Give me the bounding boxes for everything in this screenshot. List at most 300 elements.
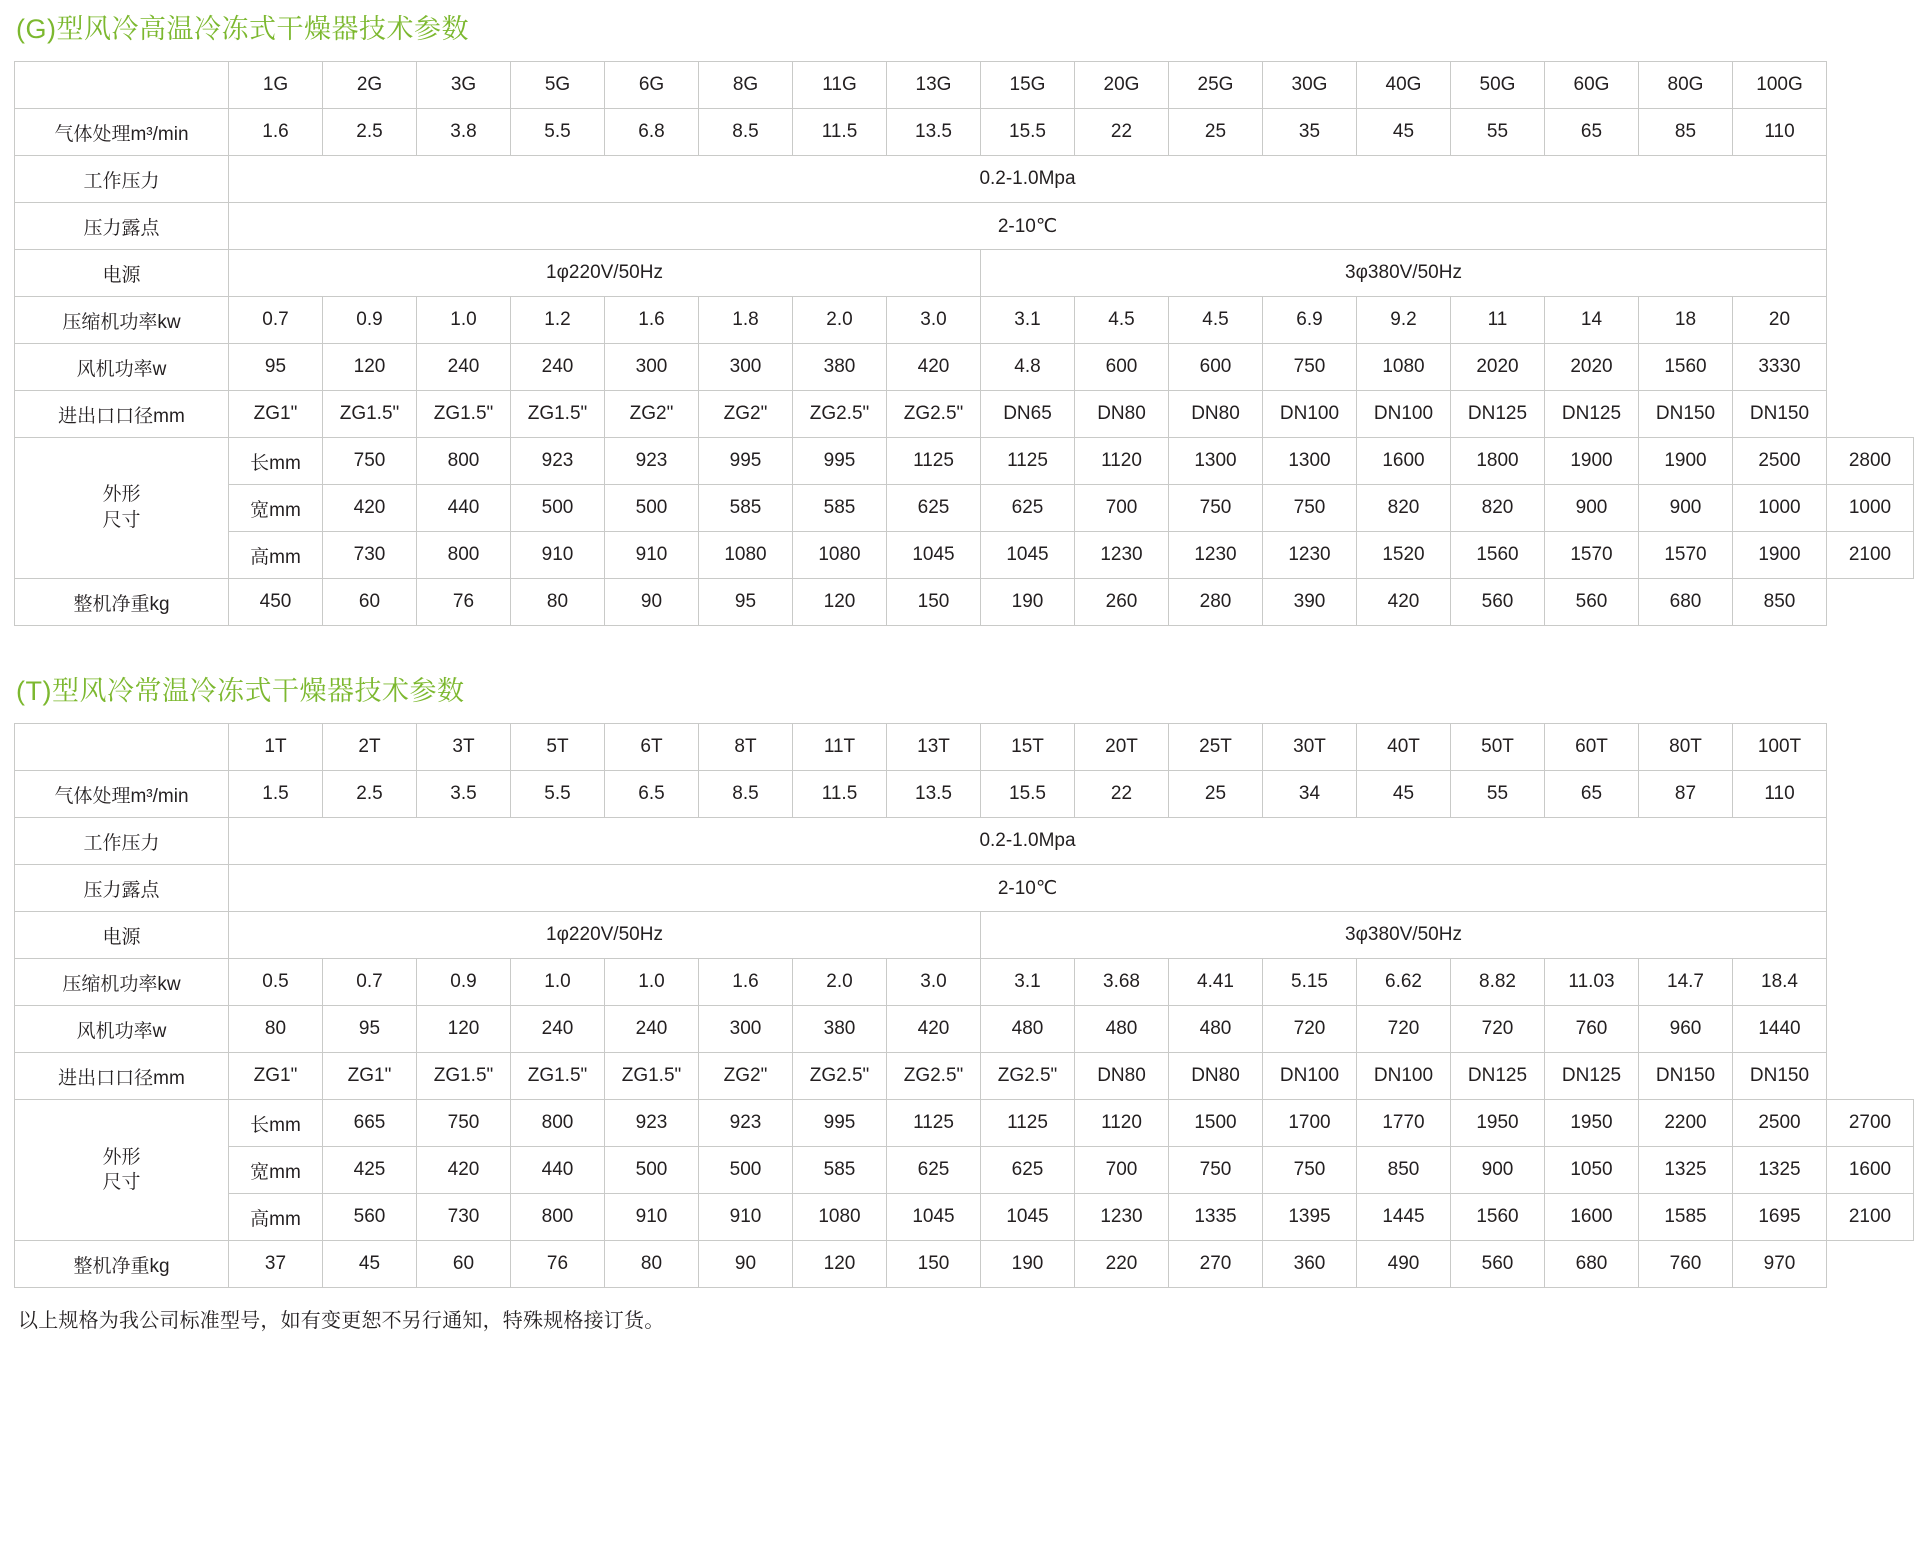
data-cell: 1325 bbox=[1733, 1147, 1827, 1194]
dimension-sub-label: 高mm bbox=[229, 532, 323, 579]
data-cell: 900 bbox=[1451, 1147, 1545, 1194]
data-cell: 6.5 bbox=[605, 771, 699, 818]
data-cell: 2.0 bbox=[793, 959, 887, 1006]
data-cell: 1445 bbox=[1357, 1194, 1451, 1241]
table-row bbox=[15, 1241, 1914, 1288]
data-cell: 14.7 bbox=[1639, 959, 1733, 1006]
spec-section bbox=[10, 12, 1910, 626]
data-cell: 5.15 bbox=[1263, 959, 1357, 1006]
dimension-group-label-line1: 外形 bbox=[102, 1146, 141, 1168]
data-cell: 850 bbox=[1357, 1147, 1451, 1194]
data-cell: ZG1.5" bbox=[511, 391, 605, 438]
data-cell: DN80 bbox=[1075, 1053, 1169, 1100]
data-cell: 720 bbox=[1357, 1006, 1451, 1053]
data-cell: ZG2" bbox=[605, 391, 699, 438]
data-cell: 960 bbox=[1639, 1006, 1733, 1053]
data-cell: DN150 bbox=[1639, 1053, 1733, 1100]
data-cell: 95 bbox=[699, 579, 793, 626]
data-cell: 120 bbox=[793, 579, 887, 626]
data-cell: 1900 bbox=[1639, 438, 1733, 485]
data-cell: 150 bbox=[887, 579, 981, 626]
data-cell: 25 bbox=[1169, 109, 1263, 156]
data-cell: 1045 bbox=[981, 532, 1075, 579]
model-header: 100G bbox=[1733, 62, 1827, 109]
data-cell: DN80 bbox=[1169, 1053, 1263, 1100]
model-header: 50G bbox=[1451, 62, 1545, 109]
data-cell: 190 bbox=[981, 579, 1075, 626]
data-cell: 8.82 bbox=[1451, 959, 1545, 1006]
data-cell: ZG1.5" bbox=[417, 391, 511, 438]
model-header: 20T bbox=[1075, 724, 1169, 771]
data-cell: ZG1" bbox=[229, 391, 323, 438]
data-cell: 923 bbox=[605, 1100, 699, 1147]
data-cell: 923 bbox=[605, 438, 699, 485]
dimension-sub-label: 高mm bbox=[229, 1194, 323, 1241]
data-cell: 480 bbox=[1169, 1006, 1263, 1053]
data-cell: 1080 bbox=[793, 1194, 887, 1241]
data-cell: ZG2.5" bbox=[887, 391, 981, 438]
data-cell: 750 bbox=[417, 1100, 511, 1147]
data-cell: 300 bbox=[699, 1006, 793, 1053]
data-cell: 1125 bbox=[887, 1100, 981, 1147]
data-cell: 2100 bbox=[1827, 532, 1914, 579]
data-cell: 910 bbox=[605, 532, 699, 579]
dimension-row bbox=[15, 1147, 1914, 1194]
data-cell: 1080 bbox=[1357, 344, 1451, 391]
data-cell: 11.5 bbox=[793, 109, 887, 156]
dimension-sub-label: 宽mm bbox=[229, 485, 323, 532]
data-cell: 55 bbox=[1451, 109, 1545, 156]
model-header: 50T bbox=[1451, 724, 1545, 771]
data-cell: 110 bbox=[1733, 109, 1827, 156]
dimension-sub-label: 长mm bbox=[229, 1100, 323, 1147]
model-header: 3T bbox=[417, 724, 511, 771]
data-cell: 120 bbox=[417, 1006, 511, 1053]
header-spec-label: 规格 bbox=[172, 731, 214, 755]
data-cell: 6.9 bbox=[1263, 297, 1357, 344]
header-corner-cell bbox=[15, 62, 229, 109]
data-cell: 800 bbox=[511, 1194, 605, 1241]
data-cell: 6.8 bbox=[605, 109, 699, 156]
data-cell: 0.9 bbox=[417, 959, 511, 1006]
data-cell: 13.5 bbox=[887, 771, 981, 818]
data-cell: 20 bbox=[1733, 297, 1827, 344]
data-cell: 750 bbox=[1169, 1147, 1263, 1194]
data-cell: 240 bbox=[417, 344, 511, 391]
data-cell: 14 bbox=[1545, 297, 1639, 344]
row-label: 进出口口径mm bbox=[15, 1053, 229, 1100]
data-cell: 585 bbox=[699, 485, 793, 532]
data-cell: 35 bbox=[1263, 109, 1357, 156]
data-cell: 9.2 bbox=[1357, 297, 1451, 344]
data-cell: 37 bbox=[229, 1241, 323, 1288]
data-cell: 15.5 bbox=[981, 771, 1075, 818]
data-cell: 1000 bbox=[1733, 485, 1827, 532]
data-cell: 25 bbox=[1169, 771, 1263, 818]
data-cell: 1585 bbox=[1639, 1194, 1733, 1241]
data-cell: 970 bbox=[1733, 1241, 1827, 1288]
model-header: 100T bbox=[1733, 724, 1827, 771]
data-cell: DN125 bbox=[1451, 1053, 1545, 1100]
data-cell: ZG2" bbox=[699, 391, 793, 438]
data-cell: 1325 bbox=[1639, 1147, 1733, 1194]
model-header: 13T bbox=[887, 724, 981, 771]
data-cell: 730 bbox=[323, 532, 417, 579]
data-cell: 80 bbox=[229, 1006, 323, 1053]
data-cell: 900 bbox=[1545, 485, 1639, 532]
data-cell: 425 bbox=[323, 1147, 417, 1194]
model-header: 1T bbox=[229, 724, 323, 771]
table-row bbox=[15, 1006, 1914, 1053]
data-cell: 360 bbox=[1263, 1241, 1357, 1288]
data-cell: 750 bbox=[323, 438, 417, 485]
model-header: 25T bbox=[1169, 724, 1263, 771]
data-cell: ZG1.5" bbox=[323, 391, 417, 438]
data-cell: DN125 bbox=[1545, 391, 1639, 438]
model-header: 11G bbox=[793, 62, 887, 109]
model-header: 25G bbox=[1169, 62, 1263, 109]
data-cell: 260 bbox=[1075, 579, 1169, 626]
data-cell: 2200 bbox=[1639, 1100, 1733, 1147]
data-cell: 850 bbox=[1733, 579, 1827, 626]
row-label: 进出口口径mm bbox=[15, 391, 229, 438]
data-cell: 85 bbox=[1639, 109, 1733, 156]
model-header: 6G bbox=[605, 62, 699, 109]
table-row bbox=[15, 771, 1914, 818]
model-header: 8G bbox=[699, 62, 793, 109]
data-cell: 4.5 bbox=[1075, 297, 1169, 344]
data-cell: 923 bbox=[511, 438, 605, 485]
data-cell: 65 bbox=[1545, 771, 1639, 818]
data-cell: DN150 bbox=[1733, 391, 1827, 438]
dimension-row bbox=[15, 532, 1914, 579]
data-cell: 750 bbox=[1263, 1147, 1357, 1194]
data-cell: 3.8 bbox=[417, 109, 511, 156]
data-cell: DN150 bbox=[1639, 391, 1733, 438]
data-cell: 95 bbox=[229, 344, 323, 391]
data-cell: 420 bbox=[887, 344, 981, 391]
data-cell: 1800 bbox=[1451, 438, 1545, 485]
data-cell: 680 bbox=[1545, 1241, 1639, 1288]
data-cell: DN150 bbox=[1733, 1053, 1827, 1100]
data-cell: 0.7 bbox=[323, 959, 417, 1006]
data-cell: 380 bbox=[793, 344, 887, 391]
data-cell: 150 bbox=[887, 1241, 981, 1288]
model-header: 2T bbox=[323, 724, 417, 771]
data-cell: 1570 bbox=[1639, 532, 1733, 579]
row-label: 压缩机功率kw bbox=[15, 297, 229, 344]
data-cell: 220 bbox=[1075, 1241, 1169, 1288]
data-cell: 625 bbox=[887, 485, 981, 532]
data-cell: 750 bbox=[1169, 485, 1263, 532]
model-header: 60G bbox=[1545, 62, 1639, 109]
data-cell: 55 bbox=[1451, 771, 1545, 818]
data-cell: ZG1" bbox=[229, 1053, 323, 1100]
data-cell: 90 bbox=[605, 579, 699, 626]
data-cell: 240 bbox=[511, 1006, 605, 1053]
merged-cell: 2-10℃ bbox=[229, 865, 1827, 912]
data-cell: 730 bbox=[417, 1194, 511, 1241]
row-label: 气体处理m³/min bbox=[15, 771, 229, 818]
table-row bbox=[15, 250, 1914, 297]
data-cell: 700 bbox=[1075, 485, 1169, 532]
data-cell: 585 bbox=[793, 485, 887, 532]
data-cell: 1045 bbox=[887, 532, 981, 579]
row-label: 风机功率w bbox=[15, 1006, 229, 1053]
data-cell: 1520 bbox=[1357, 532, 1451, 579]
data-cell: 22 bbox=[1075, 771, 1169, 818]
data-cell: 420 bbox=[323, 485, 417, 532]
data-cell: 120 bbox=[793, 1241, 887, 1288]
data-cell: 420 bbox=[417, 1147, 511, 1194]
data-cell: 420 bbox=[1357, 579, 1451, 626]
data-cell: ZG1.5" bbox=[511, 1053, 605, 1100]
table-row bbox=[15, 391, 1914, 438]
data-cell: 500 bbox=[511, 485, 605, 532]
data-cell: 625 bbox=[981, 485, 1075, 532]
data-cell: 2020 bbox=[1545, 344, 1639, 391]
dimension-row bbox=[15, 1100, 1914, 1147]
data-cell: 500 bbox=[605, 1147, 699, 1194]
dimension-group-label-line2: 尺寸 bbox=[102, 1172, 141, 1194]
data-cell: 720 bbox=[1451, 1006, 1545, 1053]
data-cell: 2020 bbox=[1451, 344, 1545, 391]
data-cell: 95 bbox=[323, 1006, 417, 1053]
data-cell: 1050 bbox=[1545, 1147, 1639, 1194]
data-cell: 720 bbox=[1263, 1006, 1357, 1053]
merged-cell: 3φ380V/50Hz bbox=[981, 912, 1827, 959]
dimension-group-label-line2: 尺寸 bbox=[102, 510, 141, 532]
data-cell: 13.5 bbox=[887, 109, 981, 156]
row-label: 整机净重kg bbox=[15, 1241, 229, 1288]
footnote: 以上规格为我公司标准型号，如有变更恕不另行通知，特殊规格接订货。 bbox=[18, 1310, 665, 1333]
data-cell: 560 bbox=[1451, 1241, 1545, 1288]
table-row bbox=[15, 959, 1914, 1006]
section-title: (G)型风冷高温冷冻式干燥器技术参数 bbox=[16, 14, 469, 44]
data-cell: ZG2.5" bbox=[793, 1053, 887, 1100]
data-cell: 1230 bbox=[1169, 532, 1263, 579]
data-cell: 1600 bbox=[1545, 1194, 1639, 1241]
model-header: 60T bbox=[1545, 724, 1639, 771]
data-cell: 1.0 bbox=[605, 959, 699, 1006]
data-cell: 1230 bbox=[1263, 532, 1357, 579]
table-row bbox=[15, 865, 1914, 912]
data-cell: 300 bbox=[699, 344, 793, 391]
data-cell: 87 bbox=[1639, 771, 1733, 818]
data-cell: 995 bbox=[793, 1100, 887, 1147]
model-header: 15T bbox=[981, 724, 1075, 771]
data-cell: 440 bbox=[417, 485, 511, 532]
data-cell: 34 bbox=[1263, 771, 1357, 818]
data-cell: 1560 bbox=[1639, 344, 1733, 391]
model-header: 20G bbox=[1075, 62, 1169, 109]
spec-table bbox=[14, 723, 1914, 1288]
data-cell: 1440 bbox=[1733, 1006, 1827, 1053]
data-cell: 1.5 bbox=[229, 771, 323, 818]
table-row bbox=[15, 579, 1914, 626]
model-header: 5T bbox=[511, 724, 605, 771]
data-cell: 2700 bbox=[1827, 1100, 1914, 1147]
dimension-row bbox=[15, 438, 1914, 485]
data-cell: 2500 bbox=[1733, 1100, 1827, 1147]
model-header: 5G bbox=[511, 62, 605, 109]
table-row bbox=[15, 109, 1914, 156]
data-cell: 11.5 bbox=[793, 771, 887, 818]
data-cell: 60 bbox=[417, 1241, 511, 1288]
data-cell: 1.0 bbox=[511, 959, 605, 1006]
data-cell: DN125 bbox=[1545, 1053, 1639, 1100]
data-cell: 1125 bbox=[981, 1100, 1075, 1147]
dimension-group-label bbox=[15, 1100, 229, 1241]
header-item-label: 项目 bbox=[37, 75, 79, 99]
data-cell: 1560 bbox=[1451, 1194, 1545, 1241]
table-row bbox=[15, 344, 1914, 391]
row-label: 气体处理m³/min bbox=[15, 109, 229, 156]
data-cell: ZG2.5" bbox=[981, 1053, 1075, 1100]
data-cell: 995 bbox=[793, 438, 887, 485]
table-row bbox=[15, 912, 1914, 959]
data-cell: 450 bbox=[229, 579, 323, 626]
data-cell: 80 bbox=[511, 579, 605, 626]
data-cell: 1600 bbox=[1357, 438, 1451, 485]
row-label: 压缩机功率kw bbox=[15, 959, 229, 1006]
data-cell: 1120 bbox=[1075, 438, 1169, 485]
data-cell: 11.03 bbox=[1545, 959, 1639, 1006]
data-cell: 480 bbox=[981, 1006, 1075, 1053]
data-cell: DN100 bbox=[1357, 391, 1451, 438]
data-cell: 1950 bbox=[1545, 1100, 1639, 1147]
data-cell: 4.8 bbox=[981, 344, 1075, 391]
data-cell: ZG2" bbox=[699, 1053, 793, 1100]
data-cell: 1950 bbox=[1451, 1100, 1545, 1147]
data-cell: 0.5 bbox=[229, 959, 323, 1006]
data-cell: 0.9 bbox=[323, 297, 417, 344]
data-cell: 1000 bbox=[1827, 485, 1914, 532]
model-header: 13G bbox=[887, 62, 981, 109]
data-cell: 800 bbox=[417, 438, 511, 485]
data-cell: 910 bbox=[511, 532, 605, 579]
header-corner-cell bbox=[15, 724, 229, 771]
data-cell: 490 bbox=[1357, 1241, 1451, 1288]
data-cell: 190 bbox=[981, 1241, 1075, 1288]
data-cell: 0.7 bbox=[229, 297, 323, 344]
model-header: 30T bbox=[1263, 724, 1357, 771]
data-cell: 4.5 bbox=[1169, 297, 1263, 344]
data-cell: ZG1.5" bbox=[605, 1053, 699, 1100]
dimension-group-label bbox=[15, 438, 229, 579]
data-cell: 750 bbox=[1263, 344, 1357, 391]
data-cell: 1.2 bbox=[511, 297, 605, 344]
data-cell: 300 bbox=[605, 344, 699, 391]
data-cell: 900 bbox=[1639, 485, 1733, 532]
row-label: 风机功率w bbox=[15, 344, 229, 391]
data-cell: DN100 bbox=[1263, 1053, 1357, 1100]
data-cell: 440 bbox=[511, 1147, 605, 1194]
data-cell: 18 bbox=[1639, 297, 1733, 344]
model-header: 80T bbox=[1639, 724, 1733, 771]
sections-container bbox=[10, 12, 1910, 1288]
data-cell: 1770 bbox=[1357, 1100, 1451, 1147]
data-cell: 1230 bbox=[1075, 1194, 1169, 1241]
data-cell: ZG1" bbox=[323, 1053, 417, 1100]
data-cell: 1500 bbox=[1169, 1100, 1263, 1147]
data-cell: 560 bbox=[323, 1194, 417, 1241]
data-cell: 1300 bbox=[1263, 438, 1357, 485]
table-header-row bbox=[15, 724, 1914, 771]
data-cell: 923 bbox=[699, 1100, 793, 1147]
model-header: 15G bbox=[981, 62, 1075, 109]
section-title: (T)型风冷常温冷冻式干燥器技术参数 bbox=[16, 676, 465, 707]
dimension-row bbox=[15, 1194, 1914, 1241]
data-cell: 680 bbox=[1639, 579, 1733, 626]
table-row bbox=[15, 203, 1914, 250]
data-cell: 90 bbox=[699, 1241, 793, 1288]
data-cell: 110 bbox=[1733, 771, 1827, 818]
data-cell: 1.6 bbox=[229, 109, 323, 156]
header-spec-label: 规格 bbox=[172, 69, 214, 93]
data-cell: DN65 bbox=[981, 391, 1075, 438]
data-cell: 910 bbox=[605, 1194, 699, 1241]
model-header: 6T bbox=[605, 724, 699, 771]
data-cell: 76 bbox=[511, 1241, 605, 1288]
data-cell: 240 bbox=[511, 344, 605, 391]
data-cell: 1700 bbox=[1263, 1100, 1357, 1147]
data-cell: 1.8 bbox=[699, 297, 793, 344]
data-cell: 18.4 bbox=[1733, 959, 1827, 1006]
data-cell: 3330 bbox=[1733, 344, 1827, 391]
data-cell: 5.5 bbox=[511, 109, 605, 156]
dimension-row bbox=[15, 485, 1914, 532]
data-cell: 80 bbox=[605, 1241, 699, 1288]
model-header: 80G bbox=[1639, 62, 1733, 109]
data-cell: 1335 bbox=[1169, 1194, 1263, 1241]
row-label: 工作压力 bbox=[15, 818, 229, 865]
data-cell: 4.41 bbox=[1169, 959, 1263, 1006]
data-cell: 995 bbox=[699, 438, 793, 485]
data-cell: 700 bbox=[1075, 1147, 1169, 1194]
data-cell: 3.5 bbox=[417, 771, 511, 818]
data-cell: DN100 bbox=[1357, 1053, 1451, 1100]
data-cell: 45 bbox=[1357, 109, 1451, 156]
data-cell: 800 bbox=[511, 1100, 605, 1147]
model-header: 3G bbox=[417, 62, 511, 109]
row-label: 压力露点 bbox=[15, 203, 229, 250]
data-cell: 5.5 bbox=[511, 771, 605, 818]
data-cell: 45 bbox=[1357, 771, 1451, 818]
merged-cell: 1φ220V/50Hz bbox=[229, 250, 981, 297]
table-row bbox=[15, 1053, 1914, 1100]
table-row bbox=[15, 818, 1914, 865]
data-cell: 800 bbox=[417, 532, 511, 579]
model-header: 40T bbox=[1357, 724, 1451, 771]
data-cell: 1230 bbox=[1075, 532, 1169, 579]
data-cell: 1900 bbox=[1545, 438, 1639, 485]
data-cell: 380 bbox=[793, 1006, 887, 1053]
data-cell: 76 bbox=[417, 579, 511, 626]
data-cell: 820 bbox=[1357, 485, 1451, 532]
data-cell: 120 bbox=[323, 344, 417, 391]
data-cell: 11 bbox=[1451, 297, 1545, 344]
data-cell: DN80 bbox=[1169, 391, 1263, 438]
spec-section bbox=[10, 674, 1910, 1288]
data-cell: 1.6 bbox=[699, 959, 793, 1006]
data-cell: 1600 bbox=[1827, 1147, 1914, 1194]
data-cell: 390 bbox=[1263, 579, 1357, 626]
model-header: 2G bbox=[323, 62, 417, 109]
data-cell: 2500 bbox=[1733, 438, 1827, 485]
data-cell: 585 bbox=[793, 1147, 887, 1194]
row-label: 压力露点 bbox=[15, 865, 229, 912]
